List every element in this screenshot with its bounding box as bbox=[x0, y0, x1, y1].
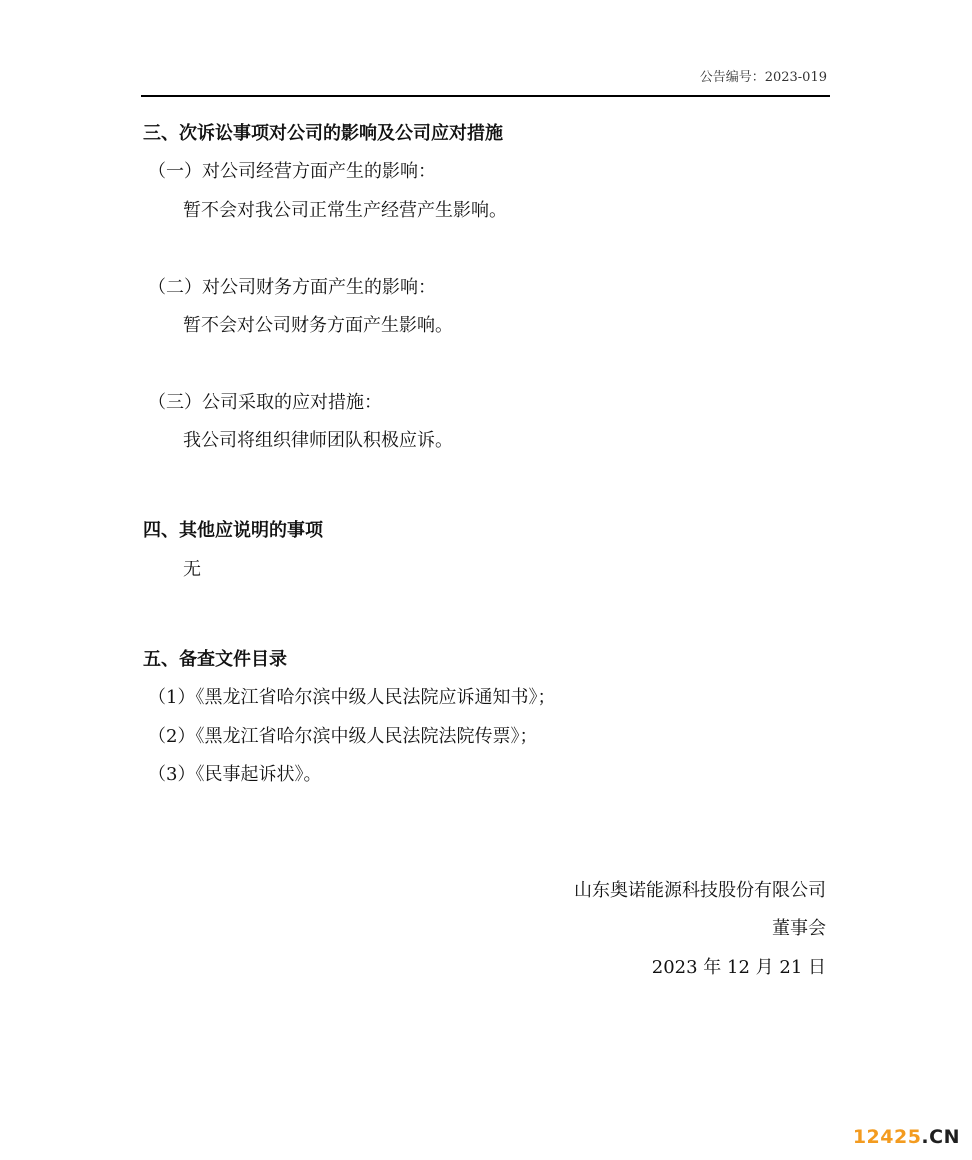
section-4-body: 无 bbox=[183, 559, 201, 580]
watermark-domain: .CN bbox=[921, 1126, 960, 1148]
header-divider bbox=[141, 95, 830, 97]
announcement-number: 公告编号：2023-019 bbox=[699, 70, 827, 85]
list-item: （2）《黑龙江省哈尔滨中级人民法院法院传票》； bbox=[148, 726, 538, 747]
signature-company: 山东奥诺能源科技股份有限公司 bbox=[574, 880, 826, 901]
site-watermark bbox=[853, 1126, 960, 1148]
section-3-sub-1-body: 暂不会对我公司正常生产经营产生影响。 bbox=[183, 200, 507, 221]
list-item: （3）《民事起诉状》。 bbox=[148, 764, 322, 785]
section-3-sub-2: （二）对公司财务方面产生的影响： bbox=[148, 277, 436, 298]
list-item: （1）《黑龙江省哈尔滨中级人民法院应诉通知书》； bbox=[148, 687, 556, 708]
section-3-sub-3-body: 我公司将组织律师团队积极应诉。 bbox=[183, 430, 453, 451]
section-3-sub-2-body: 暂不会对公司财务方面产生影响。 bbox=[183, 315, 453, 336]
section-5-title: 五、备查文件目录 bbox=[143, 649, 287, 670]
section-3-sub-3: （三）公司采取的应对措施： bbox=[148, 392, 382, 413]
signature-date: 2023 年 12 月 21 日 bbox=[651, 957, 826, 978]
section-4-title: 四、其他应说明的事项 bbox=[143, 520, 323, 541]
section-3-title: 三、次诉讼事项对公司的影响及公司应对措施 bbox=[143, 123, 503, 144]
watermark-number: 12425 bbox=[852, 1126, 922, 1148]
signature-board: 董事会 bbox=[772, 918, 826, 939]
section-3-sub-1: （一）对公司经营方面产生的影响： bbox=[148, 161, 436, 182]
